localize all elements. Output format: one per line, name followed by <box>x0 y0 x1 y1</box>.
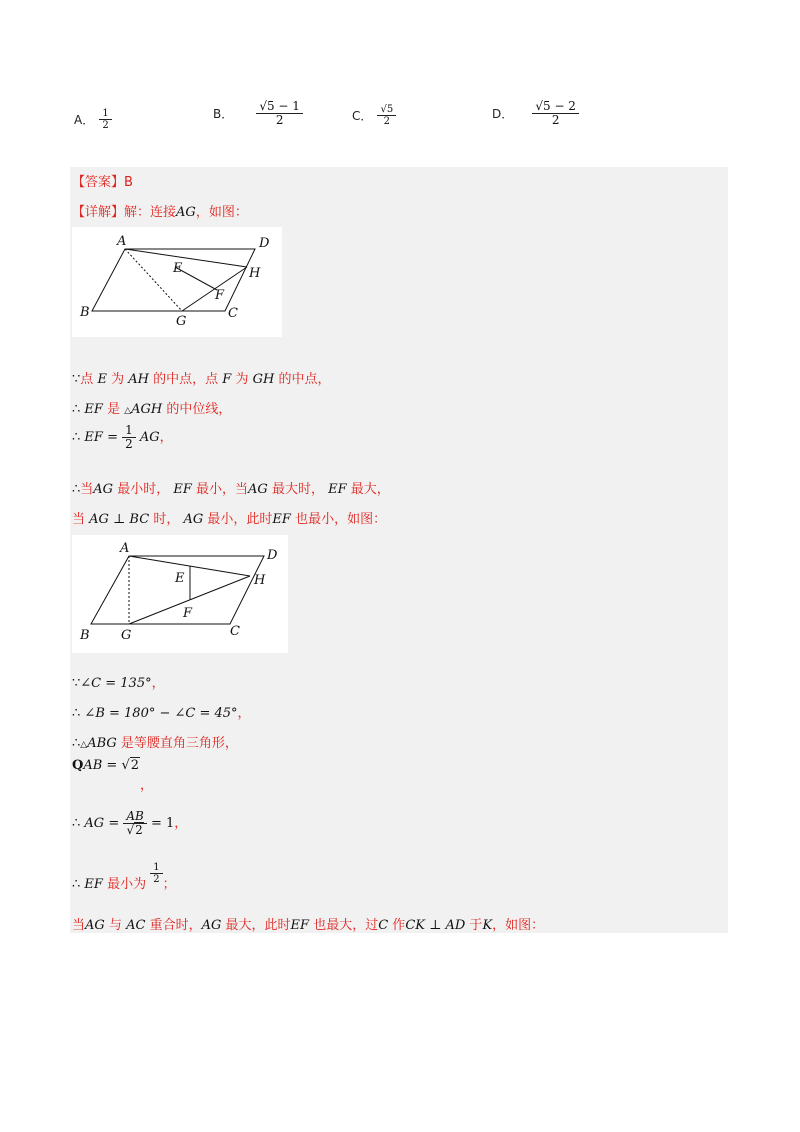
option-d-label: D． <box>492 107 514 122</box>
line-4: ∴当AG 最小时， EF 最小，当AG 最大时， EF 最大， <box>72 482 390 497</box>
line-10: ∴ AG = $\frac{AB}{√2}$ = 1， <box>72 809 188 838</box>
fig2-label-b: B <box>80 628 90 643</box>
option-b-label: B． <box>213 107 234 122</box>
fig2-label-f: F <box>183 606 193 621</box>
fig2-label-a: A <box>120 541 130 556</box>
line-5: 当 AG ⊥ BC 时， AG 最小，此时EF 也最小，如图： <box>72 512 387 527</box>
fig1-label-d: D <box>259 236 270 251</box>
line-6: ∵∠C = 135°， <box>72 676 165 691</box>
option-a-value: $\frac{1}{2}$ <box>99 108 111 131</box>
fig2-label-g: G <box>121 628 132 643</box>
line-9: QAB = √2 <box>72 758 140 773</box>
line-11: ∴ EF 最小为 $\frac{1}{2}$ ； <box>72 862 176 892</box>
fig2-label-e: E <box>175 571 185 586</box>
fig1-label-b: B <box>80 305 90 320</box>
fig2-label-h: H <box>254 573 266 588</box>
answer-value: B <box>124 175 133 190</box>
option-c-label: C． <box>352 109 373 123</box>
option-a-label: A． <box>74 113 95 127</box>
option-c <box>352 104 396 127</box>
detail-line: 【详解】解：连接AG，如图： <box>72 205 248 220</box>
detail-tag: 【详解】 <box>72 205 125 220</box>
fig2-label-d: D <box>267 548 278 563</box>
line-12: 当AG 与 AC 重合时，AG 最大，此时EF 也最大，过C 作CK ⊥ AD 于K，如图： <box>72 918 545 933</box>
line-3: ∴ EF = $\frac{1}{2}$ AG， <box>72 423 173 452</box>
option-d-value: $\frac{√5 - 2}{2}$ <box>532 100 579 127</box>
option-b <box>213 100 303 127</box>
fig1-label-f: F <box>215 288 225 303</box>
fig1-label-g: G <box>176 314 187 329</box>
line-2: ∴ EF 是 △AGH 的中位线， <box>72 402 232 417</box>
option-d <box>492 100 579 127</box>
fig1-label-e: E <box>173 261 183 276</box>
fig1-label-c: C <box>228 306 238 321</box>
answer-tag: 【答案】 <box>72 175 125 190</box>
line-7: ∴ ∠B = 180° − ∠C = 45°， <box>72 706 251 721</box>
line-8: ∴△ABG 是等腰直角三角形， <box>72 736 238 751</box>
line-9-end: ， <box>140 778 154 793</box>
option-a <box>74 108 112 131</box>
fig1-label-a: A <box>117 234 127 249</box>
option-b-value: $\frac{√5 - 1}{2}$ <box>256 100 303 127</box>
fig1-label-h: H <box>249 266 261 281</box>
figure-parallelogram-1 <box>72 227 282 337</box>
figure-parallelogram-2 <box>72 535 288 653</box>
line-1: ∵点 E 为 AH 的中点，点 F 为 GH 的中点， <box>72 372 331 387</box>
fig2-label-c: C <box>230 624 240 639</box>
option-c-value: $\frac{√5}{2}$ <box>377 104 396 127</box>
answer-line <box>72 171 133 190</box>
